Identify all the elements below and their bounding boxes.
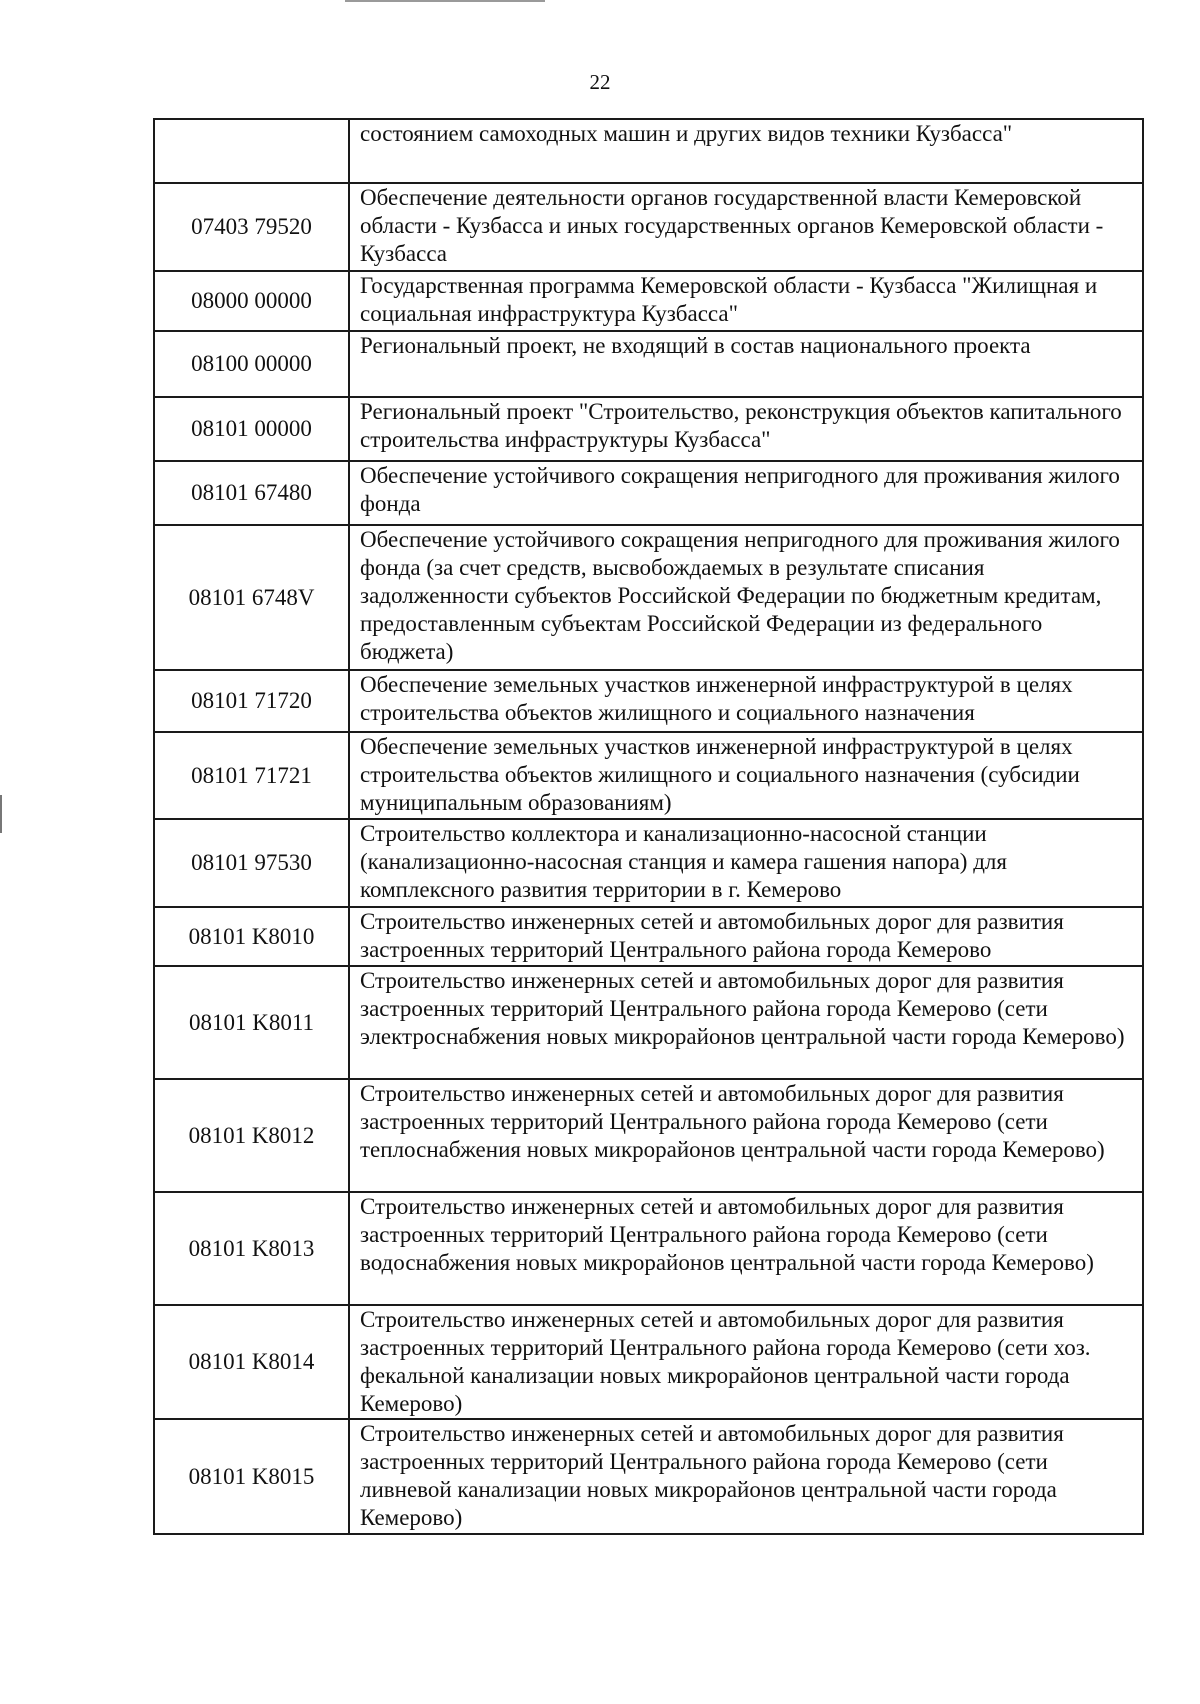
table-cell-description: Строительство коллектора и канализационно-насосной станции (канализационно-насосная станция и камера гашения напора) для комплексного развития территории в г. Кемерово	[349, 819, 1143, 907]
table-row	[154, 1079, 1143, 1192]
scan-margin-mark	[0, 795, 2, 833]
table-cell-code: 08101 97530	[154, 819, 349, 907]
table-cell-description: Обеспечение земельных участков инженерной инфраструктурой в целях строительства объектов жилищного и социального назначения	[349, 670, 1143, 732]
table-row	[154, 907, 1143, 966]
table-cell-code: 08101 K8010	[154, 907, 349, 966]
table-cell-description: Строительство инженерных сетей и автомобильных дорог для развития застроенных территорий Центрального района города Кемерово (сети хоз. фекальной канализации новых микрорайонов центральной части города Кемерово)	[349, 1305, 1143, 1419]
table-row	[154, 966, 1143, 1079]
table-cell-description: Строительство инженерных сетей и автомобильных дорог для развития застроенных территорий Центрального района города Кемерово (сети водоснабжения новых микрорайонов центральной части города Кемерово)	[349, 1192, 1143, 1305]
table-cell-description: Региональный проект "Строительство, реконструкция объектов капитального строительства инфраструктуры Кузбасса"	[349, 397, 1143, 461]
table-cell-code	[154, 119, 349, 183]
table-cell-code: 07403 79520	[154, 183, 349, 271]
table-row	[154, 461, 1143, 525]
table-cell-description: Строительство инженерных сетей и автомобильных дорог для развития застроенных территорий Центрального района города Кемерово (сети электроснабжения новых микрорайонов центральной части города Кемерово)	[349, 966, 1143, 1079]
table-cell-description: Строительство инженерных сетей и автомобильных дорог для развития застроенных территорий Центрального района города Кемерово (сети теплоснабжения новых микрорайонов центральной части города Кемерово)	[349, 1079, 1143, 1192]
table-cell-code: 08101 67480	[154, 461, 349, 525]
page-number: 22	[589, 70, 611, 94]
table-cell-description: состоянием самоходных машин и других видов техники Кузбасса"	[349, 119, 1143, 183]
table-cell-description: Обеспечение земельных участков инженерной инфраструктурой в целях строительства объектов жилищного и социального назначения (субсидии муниципальным образованиям)	[349, 732, 1143, 819]
table-cell-description: Государственная программа Кемеровской области - Кузбасса "Жилищная и социальная инфраструктура Кузбасса"	[349, 271, 1143, 331]
table-cell-code: 08000 00000	[154, 271, 349, 331]
table-row	[154, 1419, 1143, 1534]
table-cell-description: Обеспечение устойчивого сокращения непригодного для проживания жилого фонда (за счет средств, высвобождаемых в результате списания задолженности субъектов Российской Федерации по бюджетным кредитам, предоставленным субъектам Российской Федерации из федерального бюджета)	[349, 525, 1143, 670]
table-cell-description: Строительство инженерных сетей и автомобильных дорог для развития застроенных территорий Центрального района города Кемерово	[349, 907, 1143, 966]
table-row	[154, 183, 1143, 271]
table-row	[154, 119, 1143, 183]
table-cell-description: Обеспечение устойчивого сокращения непригодного для проживания жилого фонда	[349, 461, 1143, 525]
table-cell-description: Строительство инженерных сетей и автомобильных дорог для развития застроенных территорий Центрального района города Кемерово (сети ливневой канализации новых микрорайонов центральной части города Кемерово)	[349, 1419, 1143, 1534]
table-cell-code: 08101 K8012	[154, 1079, 349, 1192]
table-row	[154, 819, 1143, 907]
table-row	[154, 397, 1143, 461]
table-cell-code: 08101 K8011	[154, 966, 349, 1079]
budget-codes-table	[153, 118, 1144, 1535]
table-row	[154, 670, 1143, 732]
scan-edge-line	[345, 0, 545, 2]
table-cell-code: 08101 K8013	[154, 1192, 349, 1305]
table-row	[154, 331, 1143, 397]
table-row	[154, 271, 1143, 331]
table-cell-description: Обеспечение деятельности органов государственной власти Кемеровской области - Кузбасса и иных государственных органов Кемеровской области - Кузбасса	[349, 183, 1143, 271]
table-cell-code: 08101 K8015	[154, 1419, 349, 1534]
table-cell-code: 08101 71720	[154, 670, 349, 732]
table-cell-code: 08100 00000	[154, 331, 349, 397]
table-cell-code: 08101 6748V	[154, 525, 349, 670]
table-cell-code: 08101 00000	[154, 397, 349, 461]
table-row	[154, 1305, 1143, 1419]
table-row	[154, 732, 1143, 819]
table-cell-description: Региональный проект, не входящий в состав национального проекта	[349, 331, 1143, 397]
table-cell-code: 08101 71721	[154, 732, 349, 819]
table-row	[154, 1192, 1143, 1305]
table-row	[154, 525, 1143, 670]
table-cell-code: 08101 K8014	[154, 1305, 349, 1419]
